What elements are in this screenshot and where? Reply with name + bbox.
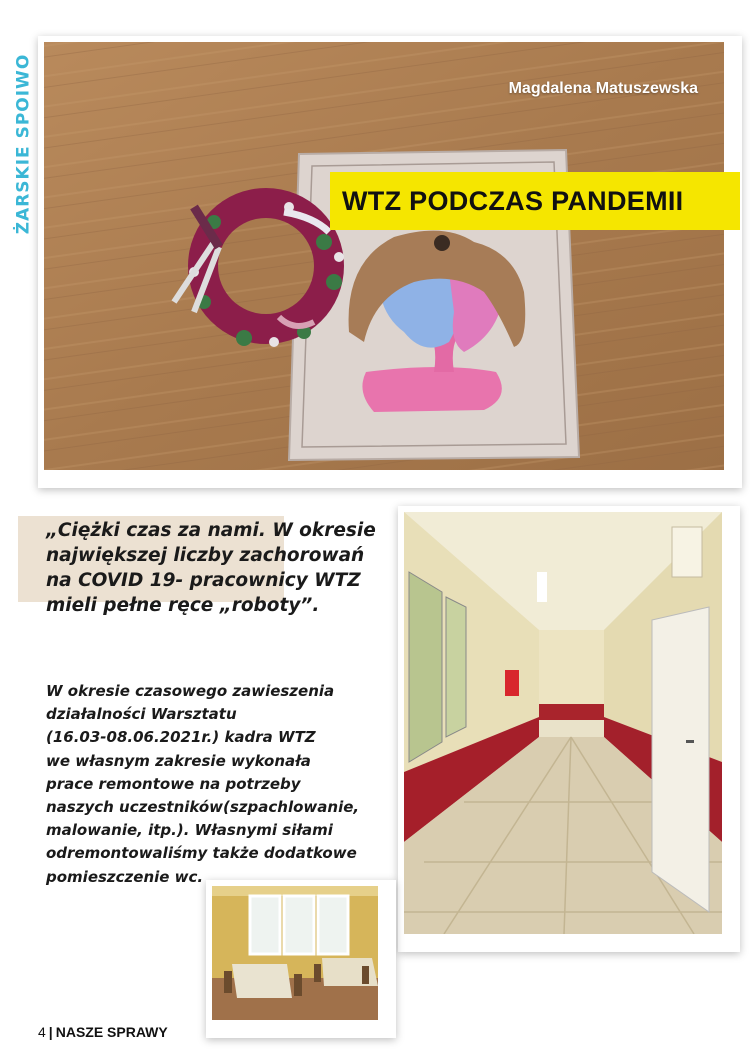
article-title: WTZ PODCZAS PANDEMII <box>342 185 684 216</box>
page-number: 4 <box>38 1024 46 1040</box>
body-line: (16.03-08.06.2021r.) kadra WTZ <box>46 728 316 747</box>
article-body <box>46 680 386 889</box>
hallway-photo <box>398 506 740 952</box>
body-line: działalności Warsztatu <box>46 705 237 724</box>
quote-line: największej liczby zachorowań <box>46 545 365 566</box>
room-photo-image <box>212 886 378 1020</box>
crafts-photo <box>38 36 742 488</box>
room-photo <box>206 880 396 1038</box>
crafts-photo-image <box>44 42 724 470</box>
body-line: pomieszczenie wc. <box>46 867 204 886</box>
pull-quote <box>46 518 396 618</box>
article-title-box <box>330 172 740 230</box>
body-line: naszych uczestników(szpachlowanie, <box>46 798 360 817</box>
page-footer <box>38 1024 168 1040</box>
quote-line: na COVID 19- pracownicy WTZ <box>46 570 361 591</box>
body-line: W okresie czasowego zawieszenia <box>46 682 335 700</box>
magazine-name: NASZE SPRAWY <box>55 1024 168 1040</box>
hallway-photo-image <box>404 512 722 934</box>
footer-separator: | <box>48 1024 53 1040</box>
quote-line: mieli pełne ręce „roboty”. <box>46 595 320 616</box>
quote-line: „Ciężki czas za nami. W okresie <box>46 520 376 541</box>
body-line: odremontowaliśmy także dodatkowe <box>46 844 357 863</box>
author-name: Magdalena Matuszewska <box>508 80 698 97</box>
body-line: we własnym zakresie wykonała <box>46 751 311 770</box>
magazine-side-tag <box>9 44 37 244</box>
body-line: prace remontowe na potrzeby <box>46 774 301 793</box>
side-tag-text: ŻARSKIE SPOIWO <box>13 53 33 235</box>
body-line: malowanie, itp.). Własnymi siłami <box>46 821 333 840</box>
